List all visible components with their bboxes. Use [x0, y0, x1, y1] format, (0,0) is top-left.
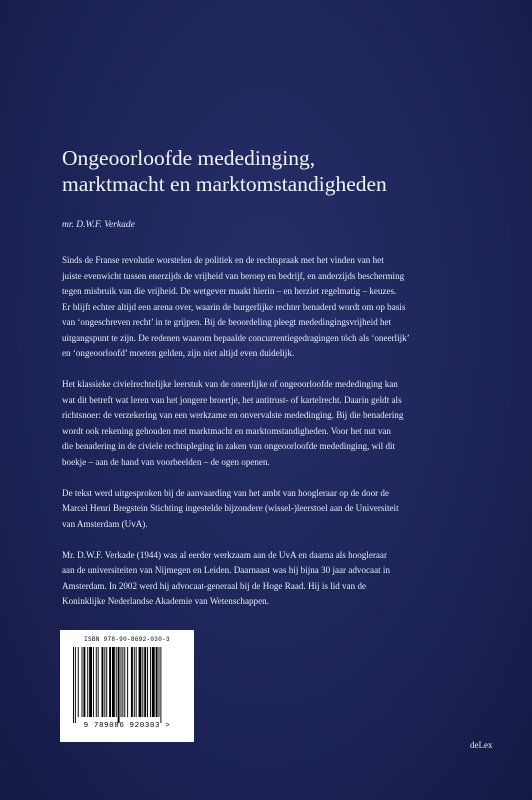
isbn-barcode [60, 630, 194, 742]
publisher-logo: deLex [470, 740, 493, 750]
title-line: marktmacht en marktomstandigheden [62, 172, 387, 196]
barcode-bar [73, 647, 74, 723]
barcode-bar [134, 647, 135, 717]
text-line: van ‘ongeschreven recht’ in te grijpen. Bij de beoordeling pleegt mededingingsvrijheid het [62, 317, 392, 327]
barcode-bar [139, 647, 142, 717]
text-line: De tekst werd uitgesproken bij de aanvaarding van het ambt van hoogleraar op de door de [62, 487, 390, 498]
barcode-bar [98, 647, 99, 717]
barcode-bar [124, 647, 125, 717]
barcode-bar [102, 647, 104, 717]
text-line: Marcel Henri Bregstein Stichting ingestelde bijzondere (wissel-)leerstoel aan de Universiteit [62, 503, 399, 513]
text-line: Koninklijke Nederlandse Akademie van Wetenschappen. [62, 596, 269, 606]
barcode-bar [160, 647, 161, 723]
paragraph [62, 486, 497, 533]
barcode-bar [96, 647, 97, 717]
barcode-bar [136, 647, 137, 717]
paragraph [62, 253, 497, 362]
barcode-bar [109, 647, 111, 717]
barcode-bar [159, 647, 160, 717]
text-line: en ‘ongeoorloofd’ moeten gelden, zijn niet altijd even duidelijk. [62, 348, 295, 358]
isbn-label: ISBN 978-90-8692-030-3 [84, 636, 170, 643]
barcode-bar [82, 647, 83, 717]
barcode-bars [71, 647, 183, 723]
barcode-bar [150, 647, 151, 717]
barcode-digits: 9 789086 920303 > [83, 722, 171, 730]
barcode-bar [127, 647, 128, 717]
barcode-bar [156, 647, 158, 717]
barcode-bar [75, 647, 76, 723]
text-line: uitgangspunt te zijn. De redenen waarom bepaalde concurrentiegedragingen tóch als ‘oneerlijk’ [62, 332, 410, 343]
barcode-bar [131, 647, 133, 717]
paragraph [62, 548, 497, 610]
barcode-bar [142, 647, 143, 717]
barcode-bar [116, 647, 117, 717]
text-line: Sinds de Franse revolutie worstelen de politiek en de rechtspraak met het vinden van het [62, 255, 384, 265]
barcode-bar [93, 647, 94, 717]
barcode-bar [144, 647, 146, 717]
text-line: wat dit betreft wat leren van het jongere broertje, het antitrust- of kartelrecht. Daarin geldt als [62, 394, 402, 405]
text-line: wordt ook rekening gehouden met marktmacht en marktomstandigheden. Voor het nut van [62, 425, 391, 436]
back-cover-text [62, 253, 497, 625]
text-line: die benadering in de civiele rechtspleging in zaken van ongeoorloofde mededinging, wil dit [62, 441, 396, 451]
paragraph [62, 377, 497, 470]
text-line: Mr. D.W.F. Verkade (1944) was al eerder werkzaam aan de UvA en daarna als hoogleraar [62, 549, 388, 560]
book-title [62, 145, 482, 197]
text-line: Er blijft echter altijd een arena over, waarin de burgerlijke rechter benaderd wordt om op basis [62, 301, 406, 312]
text-line: Het klassieke civielrechtelijke leerstuk van de oneerlijke of ongeoorloofde mededinging kan [62, 379, 398, 389]
barcode-bar [118, 647, 120, 723]
text-line: van Amsterdam (UvA). [62, 518, 148, 529]
barcode-bar [122, 647, 123, 717]
text-line: tegen misbruik van die vrijheid. De wetgever maakt hierin – en herziet regelmatig – keuzes. [62, 286, 397, 296]
title-line: Ongeoorloofde mededinging, [62, 146, 316, 170]
barcode-bar [83, 647, 85, 717]
text-line: aan de universiteiten van Nijmegen en Leiden. Daarnaast was hij bijna 30 jaar advocaat in [62, 565, 391, 575]
text-line: Amsterdam. In 2002 werd hij advocaat-generaal bij de Hoge Raad. Hij is lid van de [62, 580, 367, 591]
text-line: boekje – aan de hand van voorbeelden – de ogen openen. [62, 456, 270, 467]
text-line: richtsnoer: de verzekering van een werkzame en onvervalste mededinging. Bij die benadering [62, 410, 404, 420]
barcode-bar [121, 647, 122, 717]
barcode-bar [87, 647, 88, 717]
barcode-bar [112, 647, 115, 717]
barcode-bar [152, 647, 155, 717]
author-name: mr. D.W.F. Verkade [62, 220, 135, 230]
barcode-bar [106, 647, 107, 717]
barcode-bar [89, 647, 92, 717]
barcode-bar [147, 647, 148, 717]
barcode-bar [104, 647, 105, 717]
text-line: juiste evenwicht tussen enerzijds de vrijheid van beroep en bedrijf, en anderzijds bescherming [62, 270, 405, 281]
barcode-bar [78, 647, 79, 717]
